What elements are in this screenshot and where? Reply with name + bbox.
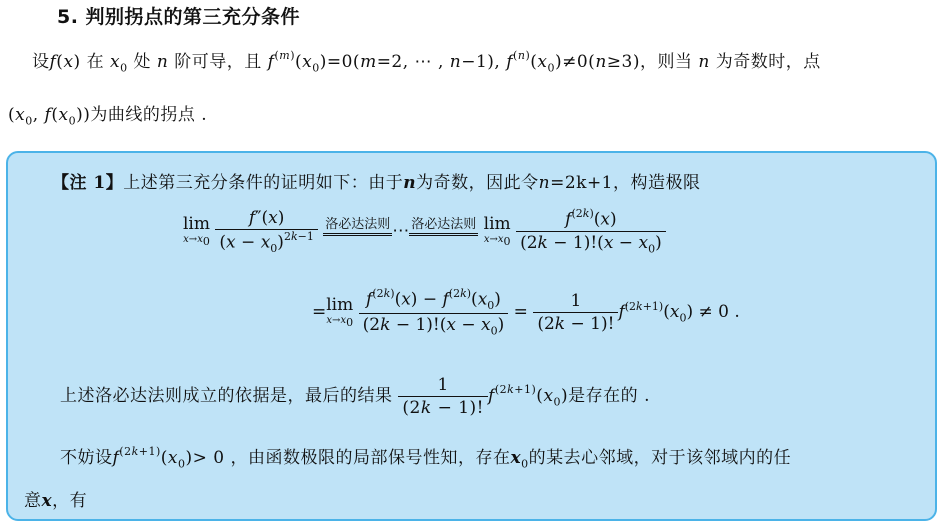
lhopital-rule-label: 洛必达法则 [409, 213, 478, 250]
text: 上述洛必达法则成立的依据是，最后的结果 [60, 386, 393, 406]
fraction: $\frac{f^{(2k)}(x)}{(2k - 1)!(x - x_0)}$ [516, 208, 666, 255]
theorem-line-2: ($x_0$, $f(x_0)$)为曲线的拐点 . [8, 105, 208, 128]
text: 为奇数，因此令 [416, 173, 539, 193]
fraction: $\frac{f''(x)}{(x - x_0)^{2k-1}}$ [215, 208, 317, 255]
text: > 0 ，由函数极限的局部保号性知，存在 [192, 448, 511, 468]
text: =2, ⋯ , [376, 52, 444, 72]
text: 为奇数时，点 [715, 52, 821, 72]
text: 的某去心邻域，对于该邻域内的任 [528, 448, 792, 468]
fraction: $\frac{1}{(2k - 1)!}$ [533, 291, 618, 334]
note-label: 【注 1】 [52, 173, 124, 193]
text: ，有 [52, 491, 88, 511]
limit-equation-1 [183, 208, 666, 255]
lim-operator: lim $x\to x_0$ [483, 214, 511, 249]
text: 上述第三充分条件的证明如下：由于 [123, 173, 404, 193]
text: 设 [32, 52, 50, 72]
note-line-5: 不妨设$f^{(2k+1)}(x_0)> 0$ ，由函数极限的局部保号性知，存在$x_0$的某去心邻域，对于该邻域内的任 [60, 445, 792, 471]
note-line-1: 【注 1】上述第三充分条件的证明如下：由于n为奇数，因此令n=2k+1，构造极限 [52, 173, 701, 193]
text: ≠ 0 . [698, 302, 740, 323]
text: 阶可导，且 [174, 52, 262, 72]
fraction: $\frac{f^{(2k)}(x) - f^{(2k)}(x_0)}{(2k - 1)!(x - x_0)}$ [359, 288, 509, 337]
fraction: $\frac{1}{(2k - 1)!}$ [398, 375, 488, 418]
lim-operator: lim $x\to x_0$ [326, 295, 354, 330]
text: 是存在的 . [568, 386, 650, 406]
section-heading: 5. 判别拐点的第三充分条件 [57, 6, 301, 28]
theorem-line-1: 设f(x) 在 $x_0$ 处 n 阶可导，且 $f^{(m)}(x_0)=0(m=2$, ⋯ , n−1), $f^{(n)}(x_0)\ne 0(n\ge 3)$，则当 n 为奇数时，点 [32, 49, 821, 75]
text: =2k+1，构造极限 [550, 173, 701, 193]
text: ≥3)，则当 [606, 52, 693, 72]
text: 在 [86, 52, 105, 72]
text: =0( [326, 52, 361, 72]
text: 处 [133, 52, 151, 72]
lhopital-rule-label: 洛必达法则 [323, 213, 392, 250]
note-line-4: 上述洛必达法则成立的依据是，最后的结果 $\frac{1}{(2k - 1)!}$ $f^{(2k+1)}(x_0)$是存在的 . [60, 375, 650, 418]
note-line-6: 意x，有 [24, 491, 88, 511]
text: )为曲线的拐点 . [83, 105, 208, 125]
text: 意 [24, 491, 42, 511]
ellipsis: ⋯ [392, 221, 410, 242]
text: −1), [461, 52, 501, 72]
limit-equation-2: = lim $x\to x_0$ $\frac{f^{(2k)}(x) - f^{(2k)}(x_0)}{(2k - 1)!(x - x_0)}$ = $\frac{1}{(2k - 1)!}$ $f^{(2k+1)}(x_0) \ne 0$ . [312, 287, 740, 338]
text: 不妨设 [60, 448, 113, 468]
text: ≠0( [562, 52, 596, 72]
lim-operator: lim $x\to x_0$ [183, 214, 210, 249]
